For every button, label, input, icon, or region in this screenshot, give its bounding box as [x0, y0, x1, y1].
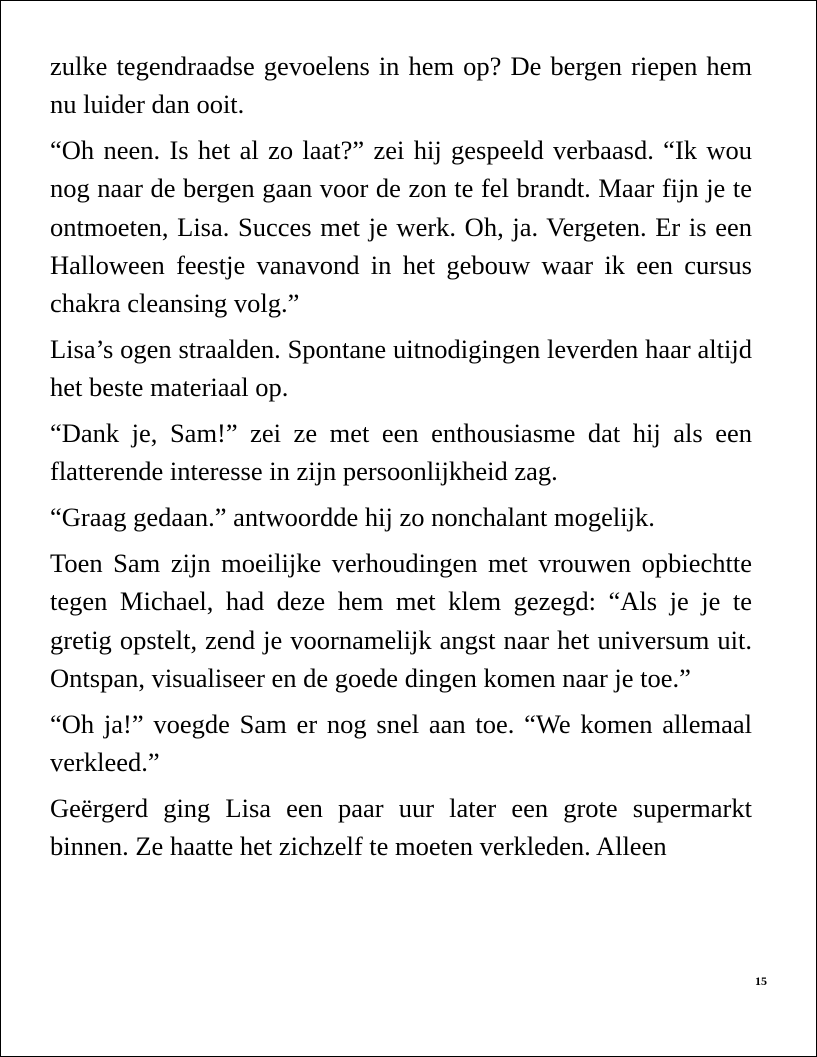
paragraph-1: zulke tegendraadse gevoelens in hem op? De bergen riepen hem nu luider dan ooit.: [50, 51, 752, 120]
paragraph-5: “Graag gedaan.” antwoordde hij zo nonchalant mogelijk.: [50, 502, 655, 533]
paragraph-2: “Oh neen. Is het al zo laat?” zei hij gespeeld verbaasd. “Ik wou nog naar de bergen gaan voor de zon te fel brandt. Maar fijn je te ontmoeten, Lisa. Succes met je werk. Oh, ja. Vergeten. Er is een Halloween feestje vanavond in het gebouw waar ik een cursus chakra cleansing volg.”: [50, 135, 752, 319]
paragraph-8: Geërgerd ging Lisa een paar uur later een grote supermarkt binnen. Ze haatte het zichzelf te moeten verkleden. Alleen: [50, 792, 752, 862]
paragraph-7: “Oh ja!” voegde Sam er nog snel aan toe. “We komen allemaal verkleed.”: [50, 708, 752, 778]
body-text: [50, 47, 752, 873]
paragraph-4: “Dank je, Sam!” zei ze met een enthousiasme dat hij als een flatterende interesse in zijn persoonlijkheid zag.: [50, 418, 752, 487]
paragraph-6: Toen Sam zijn moeilijke verhoudingen met vrouwen opbiechtte tegen Michael, had deze hem met klem gezegd: “Als je je te gretig opstelt, zend je voornamelijk angst naar het universum uit. Ontspan, visualiseer en de goede dingen komen naar je toe.”: [50, 548, 752, 693]
page-number: 15: [755, 974, 767, 988]
paragraph-3: Lisa’s ogen straalden. Spontane uitnodigingen leverden haar altijd het beste materiaal op.: [50, 334, 752, 403]
